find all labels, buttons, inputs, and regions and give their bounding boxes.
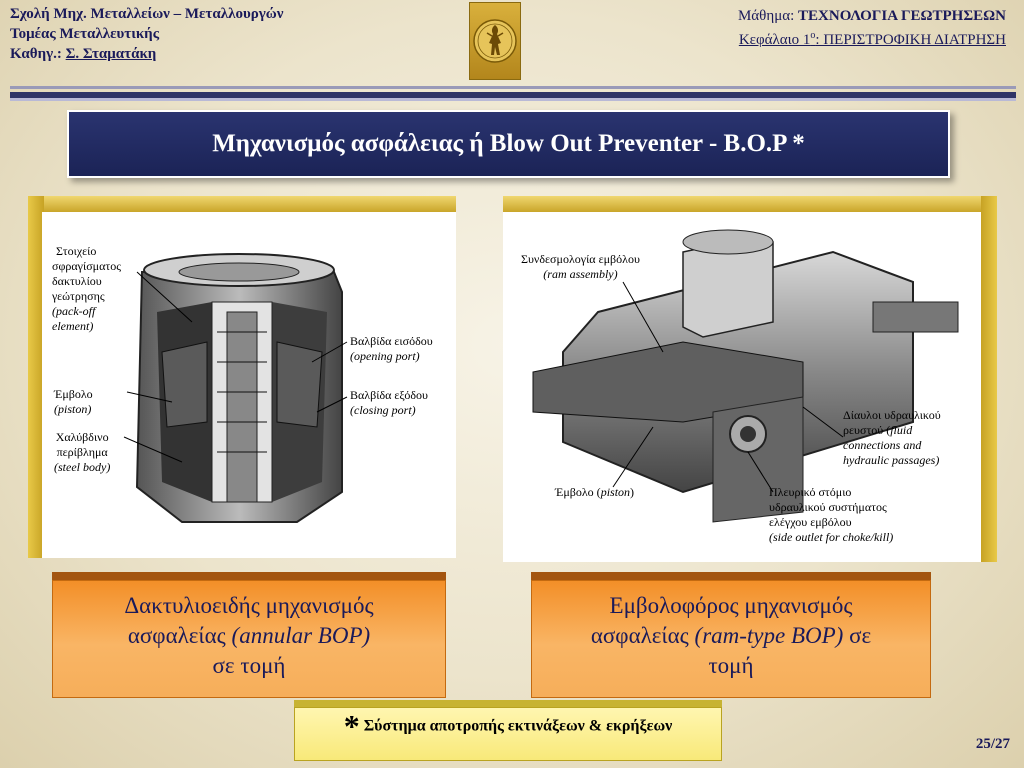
label-fluid-line-4: hydraulic passages): [843, 453, 940, 467]
label-opening-port: [350, 334, 433, 364]
label-ram-piston: [555, 485, 634, 500]
label-ram-piston-a: Έμβολο (: [555, 485, 601, 499]
left-caption-line-2-a: ασφαλείας: [127, 623, 232, 648]
professor-line: [10, 44, 283, 64]
right-panel-bevel-side: [981, 196, 997, 562]
footnote-box: [294, 707, 722, 761]
label-fluid-line-2: [843, 423, 941, 438]
chapter-sup: ο: [810, 30, 816, 41]
chapter-text: Κεφάλαιο 1: [738, 32, 811, 48]
label-side-line-1: Πλευρικό στόμιο: [769, 485, 852, 499]
university-logo-icon: [469, 2, 521, 80]
label-side-line-2: υδραυλικού συστήματος: [769, 500, 887, 514]
label-side-outlet: [769, 485, 893, 545]
slide-title-box: [67, 110, 950, 178]
left-panel-bevel-top: [28, 196, 456, 212]
label-close-line-1: Βαλβίδα εξόδου: [350, 388, 428, 402]
label-close-line-2: (closing port): [350, 403, 416, 417]
right-caption-line-2-b: (ram-type BOP): [694, 623, 844, 648]
course-name: ΤΕΧΝΟΛΟΓΙΑ ΓΕΩΤΡΗΣΕΩΝ: [798, 8, 1006, 24]
right-panel-bevel-top: [503, 196, 997, 212]
label-packoff-line-5: (pack-off: [52, 304, 96, 318]
label-piston-line-1: Έμβολο: [54, 387, 93, 401]
header-left: [10, 4, 283, 64]
chapter-line: [738, 26, 1006, 50]
left-caption-line-2: [53, 621, 445, 651]
chapter-title: : ΠΕΡΙΣΤΡΟΦΙΚΗ ΔΙΑΤΡΗΣΗ: [815, 32, 1006, 48]
label-side-line-3: ελέγχου εμβόλου: [769, 515, 852, 529]
left-caption-line-3: σε τομή: [212, 653, 286, 678]
slide-title: Μηχανισμός ασφάλειας ή Blow Out Preventer - B.O.P *: [212, 130, 805, 157]
course-line: [738, 6, 1006, 26]
right-caption-line-2-a: ασφαλείας: [590, 623, 695, 648]
label-packoff: [52, 244, 121, 334]
professor-name: Σ. Σταματάκη: [65, 46, 157, 62]
label-fluid-line-1: Δίαυλοι υδραυλικού: [843, 408, 941, 422]
label-open-line-1: Βαλβίδα εισόδου: [350, 334, 433, 348]
footnote-text: Σύστημα αποτροπής εκτινάξεων & εκρήξεων: [363, 717, 673, 735]
left-figure-panel: [42, 212, 456, 558]
label-ram-line-2: (ram assembly): [543, 267, 618, 281]
label-ram-piston-b: piston: [600, 485, 631, 499]
header-rule-thin: [10, 86, 1016, 89]
department-name: Τομέας Μεταλλευτικής: [10, 26, 160, 42]
right-caption-line-2: [532, 621, 930, 651]
label-ram-piston-c: ): [630, 485, 635, 499]
left-caption-line-2-b: (annular BOP): [231, 623, 371, 648]
right-caption-line-2-c: σε: [843, 623, 872, 648]
label-packoff-line-6: element): [52, 319, 94, 333]
label-body-line-1: Χαλύβδινο: [55, 430, 109, 444]
header-right: [738, 6, 1006, 50]
label-packoff-line-4: γεώτρησης: [52, 289, 105, 303]
label-packoff-line-3: δακτυλίου: [52, 274, 102, 288]
left-caption-line-1: Δακτυλιοειδής μηχανισμός: [124, 593, 374, 618]
course-prefix: Μάθημα:: [737, 8, 799, 24]
label-ram-assembly: [521, 252, 640, 282]
professor-prefix: Καθηγ.:: [10, 46, 66, 62]
footnote-star: *: [343, 708, 360, 744]
label-body-line-2: περίβλημα: [56, 445, 108, 459]
right-caption-line-1: Εμβολοφόρος μηχανισμός: [609, 593, 853, 618]
label-packoff-line-2: σφραγίσματος: [52, 259, 121, 273]
right-figure-panel: [503, 212, 981, 562]
label-side-line-4: (side outlet for choke/kill): [769, 530, 894, 544]
left-caption: [52, 580, 446, 698]
right-caption: [531, 580, 931, 698]
label-piston: [54, 387, 93, 417]
label-fluid-line-2-a: ρευστού (: [843, 423, 891, 437]
label-packoff-line-1: Στοιχείο: [56, 244, 97, 258]
label-open-line-2: (opening port): [350, 349, 420, 363]
right-caption-line-3: τομή: [708, 653, 754, 678]
school-name: Σχολή Μηχ. Μεταλλείων – Μεταλλουργών: [10, 6, 284, 22]
label-closing-port: [350, 388, 428, 418]
label-steel-body: [54, 430, 110, 475]
label-body-line-3: (steel body): [54, 460, 111, 474]
label-fluid-line-3: connections and: [843, 438, 922, 452]
label-ram-line-1: Συνδεσμολογία εμβόλου: [521, 252, 640, 266]
label-fluid-connections: [843, 408, 941, 468]
header-rule-shadow: [10, 98, 1016, 101]
label-piston-line-2: (piston): [54, 402, 92, 416]
label-fluid-line-2-b: fluid: [890, 423, 913, 437]
page-number: 25/27: [975, 736, 1010, 752]
